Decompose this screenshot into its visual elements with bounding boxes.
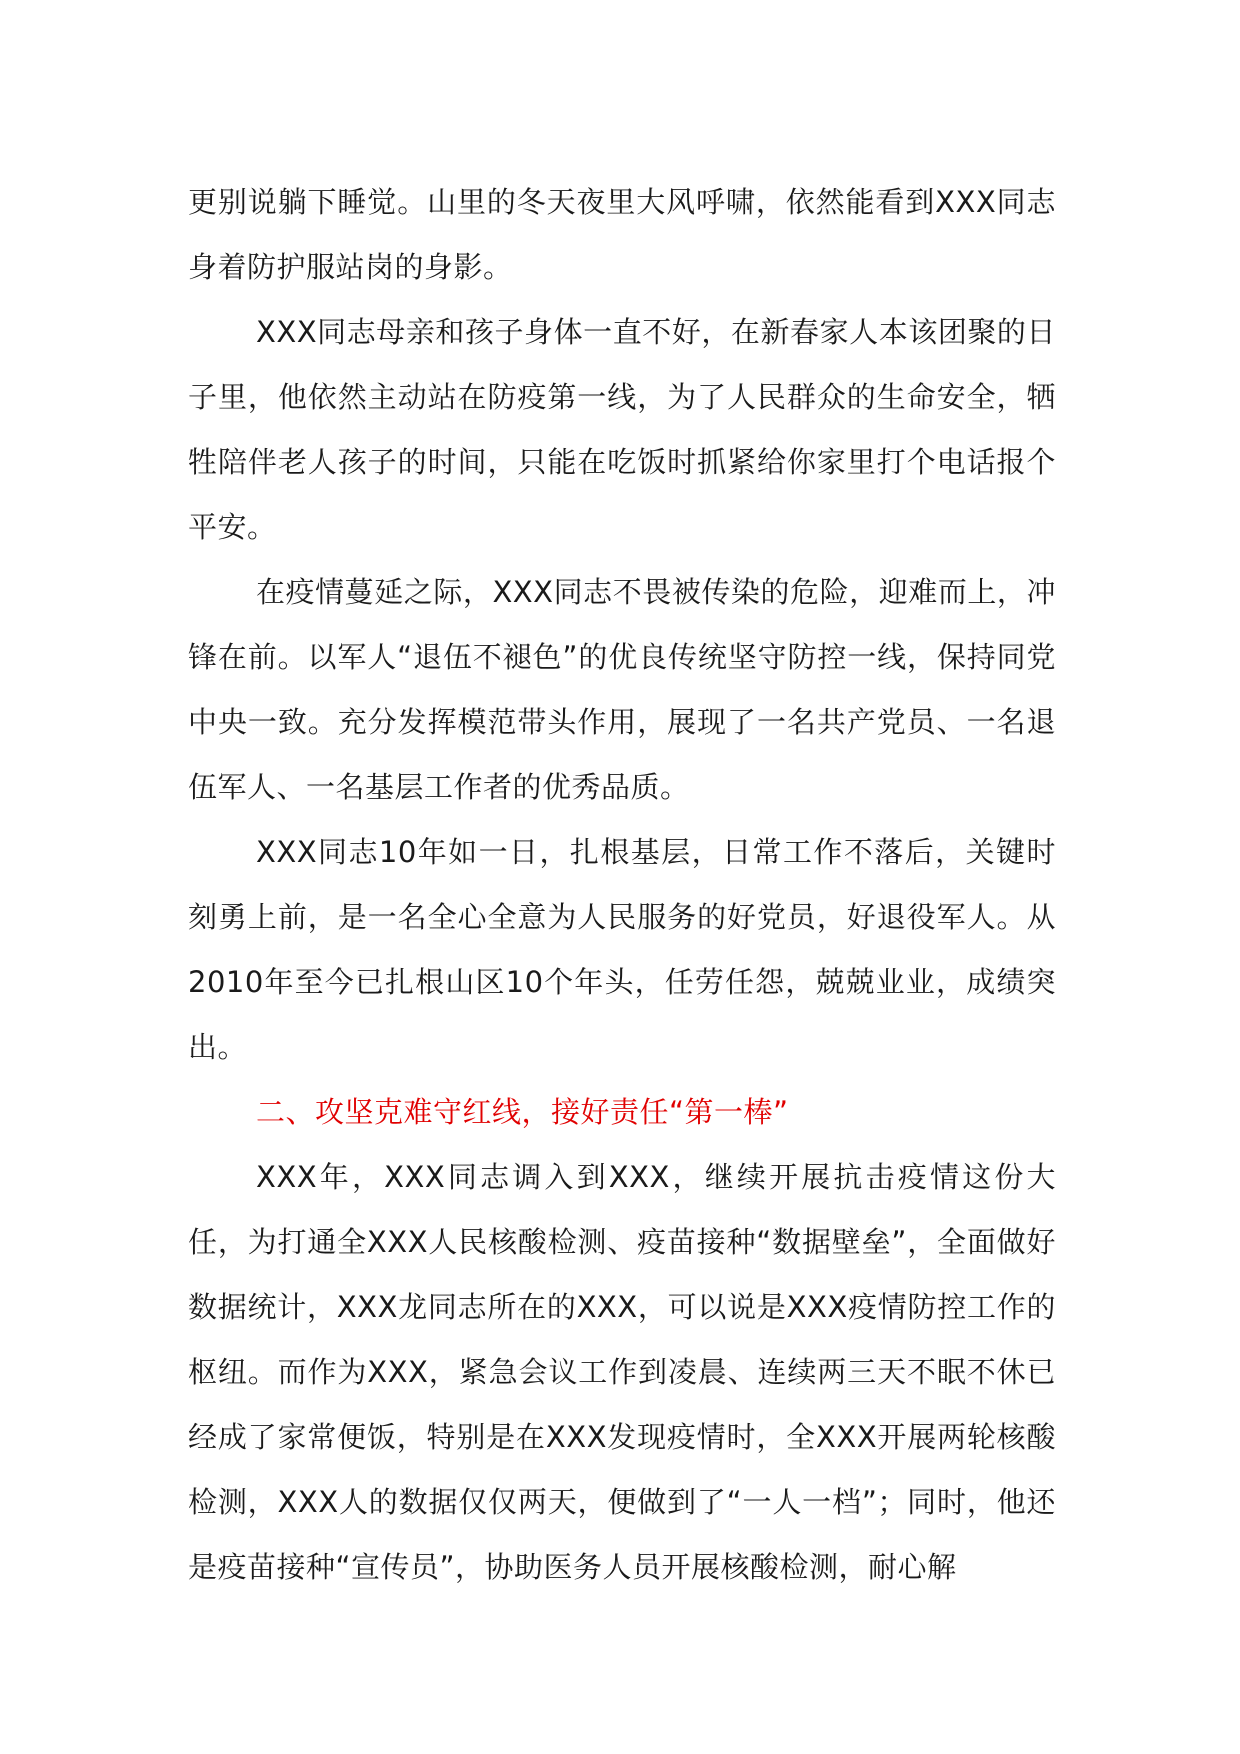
document-body: [188, 170, 1056, 1600]
section-heading: 二、攻坚克难守红线，接好责任“第一棒”: [256, 1095, 789, 1129]
paragraph-2: XXX同志母亲和孩子身体一直不好，在新春家人本该团聚的日子里，他依然主动站在防疫第一线，为了人民群众的生命安全，牺牲陪伴老人孩子的时间，只能在吃饭时抓紧给你家里打个电话报个平安。: [188, 315, 1056, 544]
paragraph-4: XXX同志10年如一日，扎根基层，日常工作不落后，关键时刻勇上前，是一名全心全意为人民服务的好党员，好退役军人。从2010年至今已扎根山区10个年头，任劳任怨，兢兢业业，成绩突出。: [188, 835, 1056, 1064]
paragraph-5: XXX年，XXX同志调入到XXX，继续开展抗击疫情这份大任，为打通全XXX人民核酸检测、疫苗接种“数据壁垒”，全面做好数据统计，XXX龙同志所在的XXX，可以说是XXX疫情防控工作的枢纽。而作为XXX，紧急会议工作到凌晨、连续两三天不眠不休已经成了家常便饭，特别是在XXX发现疫情时，全XXX开展两轮核酸检测，XXX人的数据仅仅两天，便做到了“一人一档”；同时，他还是疫苗接种“宣传员”，协助医务人员开展核酸检测，耐心解: [188, 1160, 1056, 1584]
paragraph-1: 更别说躺下睡觉。山里的冬天夜里大风呼啸，依然能看到XXX同志身着防护服站岗的身影。: [188, 185, 1056, 284]
paragraph-3: 在疫情蔓延之际，XXX同志不畏被传染的危险，迎难而上，冲锋在前。以军人“退伍不褪色”的优良传统坚守防控一线，保持同党中央一致。充分发挥模范带头作用，展现了一名共产党员、一名退伍军人、一名基层工作者的优秀品质。: [188, 575, 1056, 804]
